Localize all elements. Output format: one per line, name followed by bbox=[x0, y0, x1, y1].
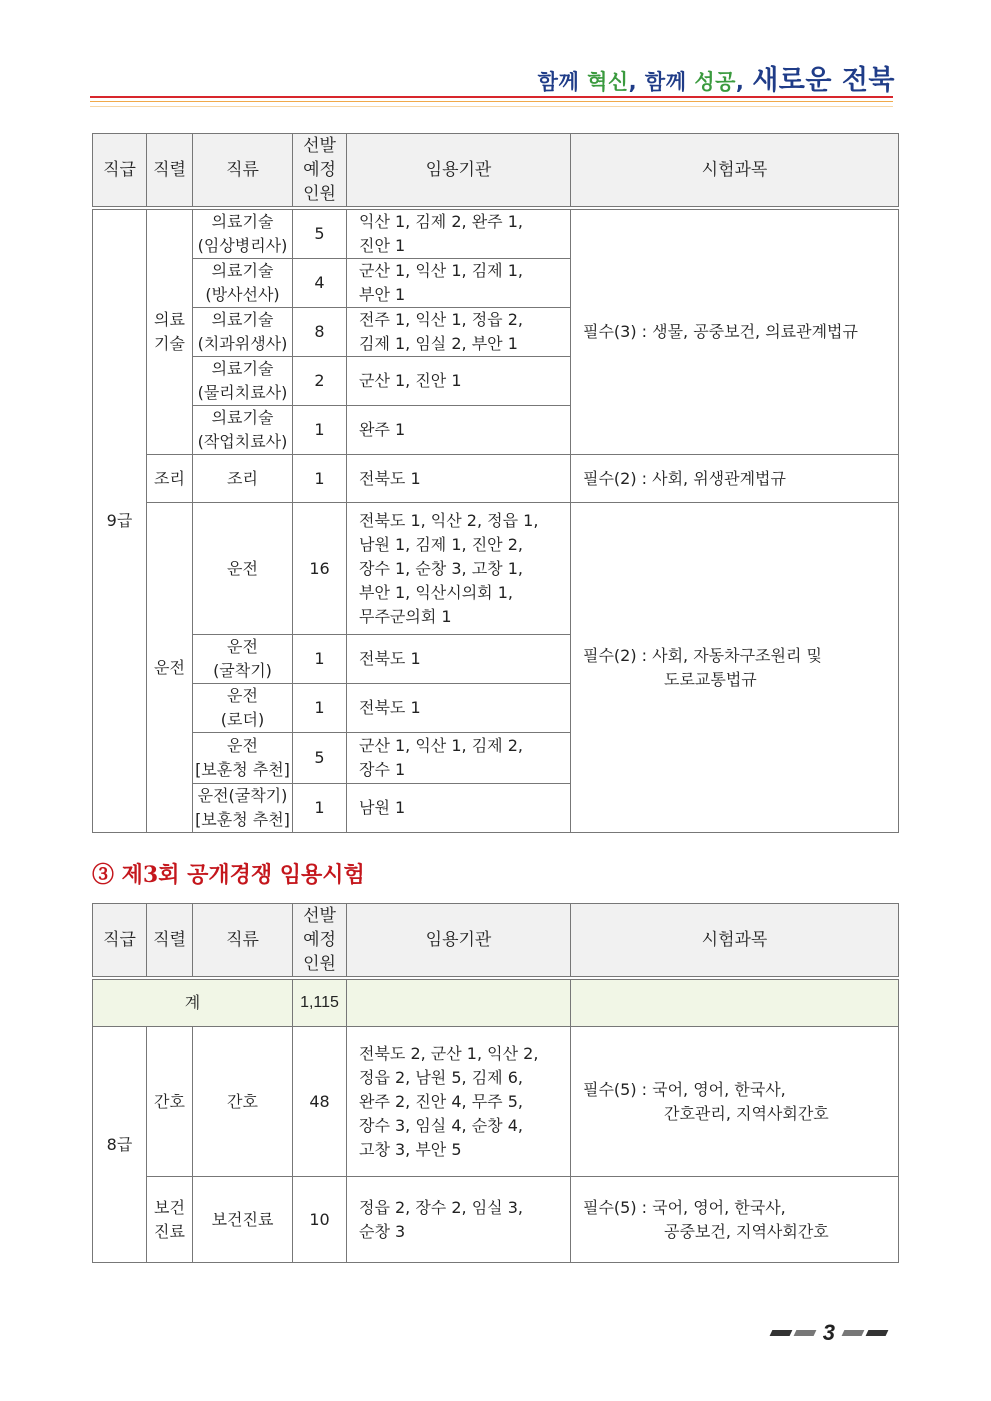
subjects-text-continued: 공중보건, 지역사회간호 bbox=[664, 1221, 829, 1241]
agency-cell: 전주 1, 익산 1, 정읍 2, 김제 1, 임실 2, 부안 1 bbox=[347, 308, 571, 357]
header-selection-count: 선발 예정 인원 bbox=[293, 134, 347, 207]
header-divider bbox=[90, 106, 893, 107]
subjects-text: 필수(3) : 생물, 공중보건, 의료관계법규 bbox=[583, 322, 858, 341]
class-cell: 의료기술 (작업치료사) bbox=[193, 406, 293, 455]
header-series: 직렬 bbox=[147, 904, 193, 977]
agency-cell: 남원 1 bbox=[347, 784, 571, 833]
class-cell: 의료기술 (치과위생사) bbox=[193, 308, 293, 357]
total-label: 계 bbox=[93, 980, 293, 1027]
agency-cell: 전북도 1 bbox=[347, 684, 571, 733]
slogan-part: , 함께 bbox=[628, 70, 695, 94]
grade-cell: 8급 bbox=[93, 1027, 147, 1263]
page-bar-decoration bbox=[842, 1330, 865, 1336]
subjects-text: 필수(5) : 국어, 영어, 한국사, bbox=[583, 1079, 786, 1099]
count-cell: 1 bbox=[293, 635, 347, 684]
series-cell: 간호 bbox=[147, 1027, 193, 1177]
header-divider bbox=[90, 96, 893, 98]
series-cell: 보건 진료 bbox=[147, 1177, 193, 1263]
count-cell: 1 bbox=[293, 455, 347, 503]
count-cell: 10 bbox=[293, 1177, 347, 1263]
class-cell: 간호 bbox=[193, 1027, 293, 1177]
header-series: 직렬 bbox=[147, 134, 193, 207]
page-number: 3 bbox=[822, 1320, 835, 1345]
count-cell: 1 bbox=[293, 684, 347, 733]
total-subjects-empty bbox=[571, 980, 899, 1027]
page-bar-decoration bbox=[866, 1330, 889, 1336]
count-cell: 16 bbox=[293, 503, 347, 635]
class-cell: 운전 bbox=[193, 503, 293, 635]
header-agency: 임용기관 bbox=[347, 904, 571, 977]
agency-cell: 전북도 1 bbox=[347, 635, 571, 684]
subjects-text: 필수(2) : 사회, 위생관계법규 bbox=[583, 468, 786, 488]
class-cell: 운전 (굴착기) bbox=[193, 635, 293, 684]
header-subjects: 시험과목 bbox=[571, 134, 899, 207]
slogan-brand: 새로운 전북 bbox=[752, 65, 895, 96]
header-grade: 직급 bbox=[93, 904, 147, 977]
total-agency-empty bbox=[347, 980, 571, 1027]
class-cell: 의료기술 (임상병리사) bbox=[193, 210, 293, 259]
class-cell: 의료기술 (물리치료사) bbox=[193, 357, 293, 406]
count-cell: 48 bbox=[293, 1027, 347, 1177]
header-divider bbox=[90, 101, 893, 102]
section-title: ③ 제3회 공개경쟁 임용시험 bbox=[92, 862, 365, 888]
slogan-part: 함께 bbox=[537, 70, 588, 94]
agency-cell: 군산 1, 진안 1 bbox=[347, 357, 571, 406]
header-class: 직류 bbox=[193, 134, 293, 207]
agency-cell: 익산 1, 김제 2, 완주 1, 진안 1 bbox=[347, 210, 571, 259]
count-cell: 2 bbox=[293, 357, 347, 406]
recruitment-table-9th-grade bbox=[92, 133, 899, 833]
subjects-cell bbox=[571, 1027, 899, 1177]
subjects-cell bbox=[571, 210, 899, 455]
slogan-part: 성공 bbox=[694, 70, 736, 94]
class-cell: 조리 bbox=[193, 455, 293, 503]
header-class: 직류 bbox=[193, 904, 293, 977]
page-bar-decoration bbox=[793, 1330, 816, 1336]
header-subjects: 시험과목 bbox=[571, 904, 899, 977]
total-count: 1,115 bbox=[293, 980, 347, 1027]
grade-cell: 9급 bbox=[93, 210, 147, 833]
slogan-part: , bbox=[735, 70, 753, 94]
agency-cell: 전북도 1 bbox=[347, 455, 571, 503]
agency-cell: 전북도 1, 익산 2, 정읍 1, 남원 1, 김제 1, 진안 2, 장수 1, 순창 3, 고창 1, 부안 1, 익산시의회 1, 무주군의회 1 bbox=[347, 503, 571, 635]
count-cell: 1 bbox=[293, 406, 347, 455]
subjects-text: 필수(5) : 국어, 영어, 한국사, bbox=[583, 1197, 786, 1217]
recruitment-table-3rd-exam bbox=[92, 903, 899, 1263]
header-grade: 직급 bbox=[93, 134, 147, 207]
class-cell: 의료기술 (방사선사) bbox=[193, 259, 293, 308]
agency-cell: 완주 1 bbox=[347, 406, 571, 455]
count-cell: 5 bbox=[293, 210, 347, 259]
agency-cell: 군산 1, 익산 1, 김제 1, 부안 1 bbox=[347, 259, 571, 308]
series-cell: 운전 bbox=[147, 503, 193, 833]
subjects-text-continued: 간호관리, 지역사회간호 bbox=[664, 1103, 829, 1123]
class-cell: 운전 (로더) bbox=[193, 684, 293, 733]
subjects-text-continued: 도로교통법규 bbox=[664, 669, 757, 689]
count-cell: 4 bbox=[293, 259, 347, 308]
subjects-text: 필수(2) : 사회, 자동차구조원리 및 bbox=[583, 645, 822, 665]
subjects-cell bbox=[571, 1177, 899, 1263]
agency-cell: 전북도 2, 군산 1, 익산 2, 정읍 2, 남원 5, 김제 6, 완주 2, 진안 4, 무주 5, 장수 3, 임실 4, 순창 4, 고창 3, 부안 5 bbox=[347, 1027, 571, 1177]
agency-cell: 군산 1, 익산 1, 김제 2, 장수 1 bbox=[347, 733, 571, 784]
count-cell: 1 bbox=[293, 784, 347, 833]
class-cell: 운전(굴착기) [보훈청 추천] bbox=[193, 784, 293, 833]
subjects-cell bbox=[571, 503, 899, 833]
header-agency: 임용기관 bbox=[347, 134, 571, 207]
class-cell: 운전 [보훈청 추천] bbox=[193, 733, 293, 784]
agency-cell: 정읍 2, 장수 2, 임실 3, 순창 3 bbox=[347, 1177, 571, 1263]
series-cell: 조리 bbox=[147, 455, 193, 503]
count-cell: 5 bbox=[293, 733, 347, 784]
slogan-part: 혁신 bbox=[587, 70, 629, 94]
header-selection-count: 선발 예정 인원 bbox=[293, 904, 347, 977]
page-number-marker bbox=[771, 1320, 887, 1346]
count-cell: 8 bbox=[293, 308, 347, 357]
subjects-cell bbox=[571, 455, 899, 503]
header-slogan bbox=[538, 58, 895, 97]
page-bar-decoration bbox=[769, 1330, 792, 1336]
class-cell: 보건진료 bbox=[193, 1177, 293, 1263]
series-cell: 의료 기술 bbox=[147, 210, 193, 455]
